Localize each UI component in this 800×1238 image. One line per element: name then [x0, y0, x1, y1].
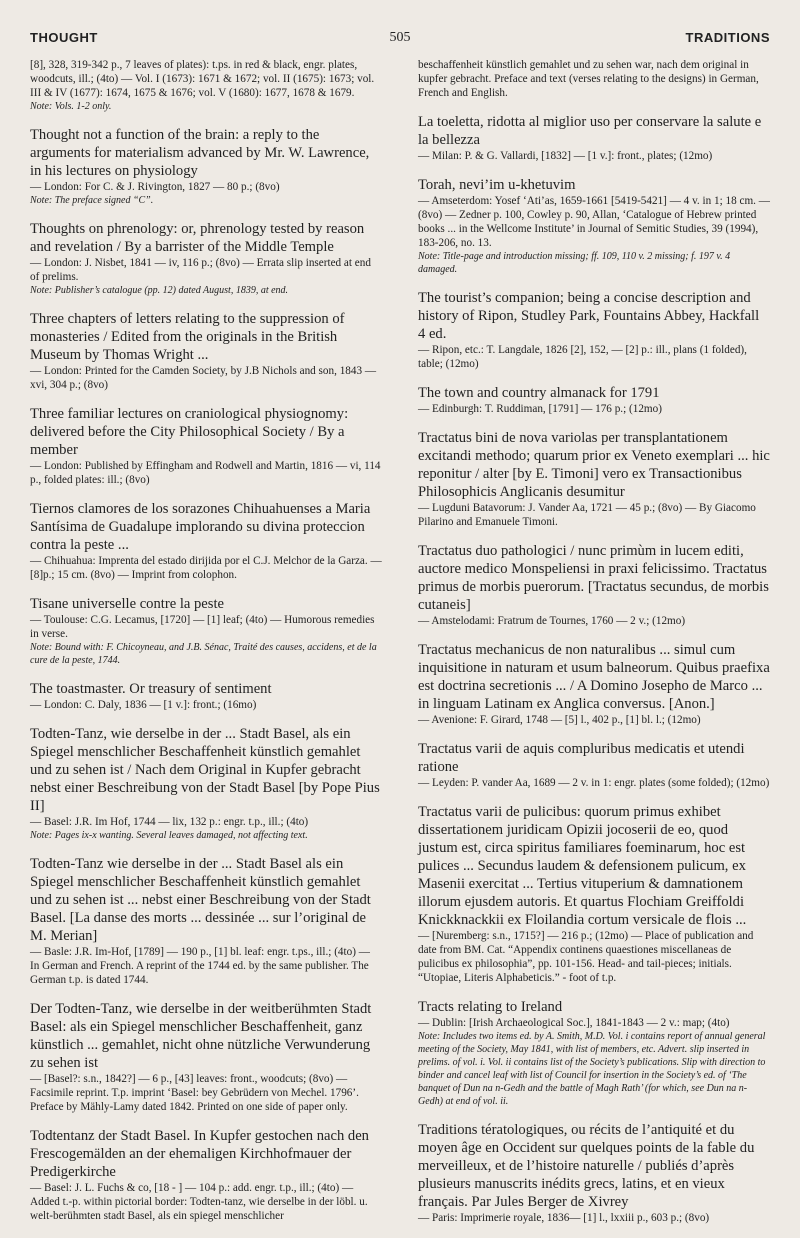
continuation-text: [8], 328, 319-342 p., 7 leaves of plates): t.ps. in red & black, engr. plates, woodcuts, ill.; (4to) — Vol. I (1673): 1671 & 1672; vol. II (1675): 1673; vol. III & IV (1677): 1674, 1675 & 1676; vol. V (1680): 1677, 1678 & 1679.	[30, 59, 375, 99]
left-column	[30, 58, 382, 1236]
entry-imprint: — Basel: J.R. Im Hof, 1744 — lix, 132 p.: engr. t.p., ill.; (4to)	[30, 816, 309, 828]
entry-title: Tracts relating to Ireland	[418, 999, 563, 1015]
entry-title: Thoughts on phrenology: or, phrenology tested by reason and revelation / By a barrister of the Middle Temple	[30, 221, 365, 255]
entry-title: Tractatus varii de aquis compluribus medicatis et utendi ratione	[418, 741, 745, 775]
catalogue-entry	[30, 310, 382, 392]
entry-imprint: — Milan: P. & G. Vallardi, [1832] — [1 v.]: front., plates; (12mo)	[418, 150, 713, 162]
entry-title: Todten-Tanz, wie derselbe in der ... Stadt Basel, als ein Spiegel menschlicher Beschaffenheit künstlich gemahlet und zu sehen ist / Nach dem Original in Kupfer gebracht nebst einer Beschreibung von der Stadt Basel [by Pope Pius II]	[30, 726, 380, 814]
catalogue-entry	[418, 384, 770, 416]
entry-note: Note: Publisher’s catalogue (pp. 12) dated August, 1839, at end.	[30, 285, 289, 296]
entry-title: Tractatus bini de nova variolas per transplantationem excitandi methodo; quarum prior ex Veneto exemplari ... hic reponitur / alter [by E. Timoni] vero ex Transactionibus Philosophicis Anglicanis desumitur	[418, 430, 770, 500]
catalogue-entry	[418, 176, 770, 276]
entry-title: The town and country almanack for 1791	[418, 385, 660, 401]
entry-imprint: — London: J. Nisbet, 1841 — iv, 116 p.; (8vo) — Errata slip inserted at end of prelims.	[30, 257, 371, 283]
catalogue-entry	[30, 855, 382, 987]
header-right-word: TRADITIONS	[685, 30, 770, 45]
entry-imprint: — Dublin: [Irish Archaeological Soc.], 1841-1843 — 2 v.: map; (4to)	[418, 1017, 730, 1029]
catalogue-entry	[30, 405, 382, 487]
catalogue-entry	[418, 740, 770, 790]
right-column	[418, 58, 770, 1238]
entry-note: Note: Includes two items ed. by A. Smith, M.D. Vol. i contains report of annual general meeting of the Society, May 1841, with list of members, etc. Advert. slip inserted in prelims. of vol. i. Vol. ii contains list of the Society’s publications. Slip with direction to binder and cancel leaf with list of Council for insertion in the Society’s ed. of ‘The banquet of Dun na n-Gedh and the battle of Magh Rath’ (for which, see Dun na n-Gedh) at end of vol. ii.	[418, 1031, 766, 1107]
entry-title: Todten-Tanz wie derselbe in der ... Stadt Basel als ein Spiegel menschlicher Beschaffenheit künstlich gemahlet und zu sehen ist ... nebst einer Beschreibung von der Stadt Basel. [La danse des morts ... dessinée ... sur l’original de M. Merian]	[30, 856, 371, 944]
entry-imprint: — Toulouse: C.G. Lecamus, [1720] — [1] leaf; (4to) — Humorous remedies in verse.	[30, 614, 375, 640]
entry-title: Tisane universelle contre la peste	[30, 596, 224, 612]
entry-imprint: — Basel: J. L. Fuchs & co, [18 - ] — 104 p.: add. engr. t.p., ill.; (4to) — Added t.-p. within pictorial border: Todten-tanz, wie derselbe in der löbl. u. welt-berühmten stadt Basel, als ein spiegel menschlicher	[30, 1182, 368, 1222]
catalogue-entry	[30, 500, 382, 582]
entry-title: The tourist’s companion; being a concise description and history of Ripon, Studley Park, Fountains Abbey, Hackfall 4 ed.	[418, 290, 760, 342]
entry-imprint: — Lugduni Batavorum: J. Vander Aa, 1721 — 45 p.; (8vo) — By Giacomo Pilarino and Emanuele Timoni.	[418, 502, 756, 528]
catalogue-entry	[418, 1121, 770, 1225]
page-number: 505	[389, 30, 411, 45]
entry-title: Traditions tératologiques, ou récits de l’antiquité et du moyen âge en Occident sur quelques points de la fable du merveilleux, et de l’histoire naturelle / publiés d’après plusieurs manuscrits inédits grecs, latins, et en vieux français. Par Jules Berger de Xivrey	[418, 1122, 755, 1210]
catalogue-entry	[418, 113, 770, 163]
entry-title: Der Todten-Tanz, wie derselbe in der weitberühmten Stadt Basel: als ein Spiegel menschlicher Beschaffenheit, ganz künstlich ... gemahlet, nicht ohne nützliche Verwunderung zu sehen ist	[30, 1001, 372, 1071]
entry-imprint: — Edinburgh: T. Ruddiman, [1791] — 176 p.; (12mo)	[418, 403, 662, 415]
catalogue-entry	[30, 595, 382, 667]
entry-imprint: — Ripon, etc.: T. Langdale, 1826 [2], 152, — [2] p.: ill., plans (1 folded), table; (12mo)	[418, 344, 747, 370]
entry-title: Three chapters of letters relating to the suppression of monasteries / Edited from the originals in the British Museum by Thomas Wright ...	[30, 311, 345, 363]
continuation-text: beschaffenheit künstlich gemahlet und zu sehen war, nach dem original in kupfer gebracht. Preface and text (verses relating to the designs) in German, French and English.	[418, 59, 759, 99]
entry-imprint: — Amstelodami: Fratrum de Tournes, 1760 — 2 v.; (12mo)	[418, 615, 686, 627]
entry-title: La toeletta, ridotta al miglior uso per conservare la salute e la bellezza	[418, 114, 762, 148]
entry-imprint: — London: C. Daly, 1836 — [1 v.]: front.; (16mo)	[30, 699, 257, 711]
catalogue-entry	[30, 126, 382, 207]
entry-title: The toastmaster. Or treasury of sentiment	[30, 681, 272, 697]
entry-imprint: — Paris: Imprimerie royale, 1836— [1] l., lxxiii p., 603 p.; (8vo)	[418, 1212, 710, 1224]
entry-title: Tiernos clamores de los sorazones Chihuahuenses a Maria Santísima de Guadalupe implorando su divina proteccion contra la peste ...	[30, 501, 371, 553]
catalogue-entry	[418, 542, 770, 628]
entry-imprint: — London: Published by Effingham and Rodwell and Martin, 1816 — vi, 114 p., folded plates: ill.; (8vo)	[30, 460, 381, 486]
entry-imprint: — Leyden: P. vander Aa, 1689 — 2 v. in 1: engr. plates (some folded); (12mo)	[418, 777, 770, 789]
catalogue-entry	[418, 998, 770, 1108]
entry-note: Note: Bound with: F. Chicoyneau, and J.B. Sénac, Traité des causes, accidens, et de la cure de la peste, 1744.	[30, 642, 377, 666]
catalogue-entry	[30, 1000, 382, 1114]
entry-title: Three familiar lectures on craniological physiognomy: delivered before the City Philosophical Society / By a member	[30, 406, 349, 458]
catalogue-entry	[418, 289, 770, 371]
catalogue-entry	[418, 429, 770, 529]
catalogue-entry	[30, 725, 382, 842]
entry-title: Tractatus mechanicus de non naturalibus ... simul cum inquisitione in naturam et usum balneorum. Quibus praefixa est doctrina secretionis ... / A Domino Josepho de Marco ... in linguam Latinam ex Anglica conversus. [Anon.]	[418, 642, 770, 712]
catalogue-entry	[30, 1127, 382, 1223]
entry-title: Todtentanz der Stadt Basel. In Kupfer gestochen nach den Frescogemälden an der ehemaligen Kirchhofmauer der Predigerkirche	[30, 1128, 369, 1180]
entry-imprint: — [Nuremberg: s.n., 1715?] — 216 p.; (12mo) — Place of publication and date from BM. Cat. “Appendix continens quaestiones miscellaneas de pulicibus ex philosophia”, pp. 101-156. Head- and tail-pieces; initials. “Utopiae, Literis Alphabeticis.” - foot of t.p.	[418, 930, 754, 984]
catalogue-entry	[418, 641, 770, 727]
entry-imprint: — Avenione: F. Girard, 1748 — [5] l., 402 p., [1] bl. l.; (12mo)	[418, 714, 701, 726]
entry-title: Tractatus varii de pulicibus: quorum primus exhibet dissertationem juridicam Opizii jocoserii de eo, quod justum est, circa spiritus familiares foeminarum, hoc est pulices ... Secundus laudem & defensionem pulicum, ex Masenii exercitat ... Tertius vituperium & damnationem illorum ejusdem autoris. Et quartus Flochiam Greiffoldi Knickknackkii ex Floilandia cortum versicale de flois ...	[418, 804, 747, 928]
header-left-word: THOUGHT	[30, 30, 98, 45]
entry-title: Tractatus duo pathologici / nunc primùm in lucem editi, auctore medico Monspeliensi in praxi felicissimo. Tractatus primus de morbis puerorum. [Tractatus secundus, de morbis cutaneis]	[418, 543, 769, 613]
catalogue-entry	[30, 220, 382, 297]
catalogue-entry	[30, 680, 382, 712]
entry-imprint: — London: Printed for the Camden Society, by J.B Nichols and son, 1843 — xvi, 304 p.; (8vo)	[30, 365, 377, 391]
entry-note: Note: The preface signed “C”.	[30, 195, 154, 206]
catalogue-entry	[418, 803, 770, 985]
entry-note: Note: Pages ix-x wanting. Several leaves damaged, not affecting text.	[30, 830, 308, 841]
entry-imprint: — [Basel?: s.n., 1842?] — 6 p., [43] leaves: front., woodcuts; (8vo) — Facsimile reprint. T.p. imprint ‘Basel: bey Gebrüdern von Mechel. 1796’. Preface by Mähly-Lamy dated 1842. Printed on one side of paper only.	[30, 1073, 359, 1113]
entry-imprint: — Chihuahua: Imprenta del estado dirijida por el C.J. Melchor de la Garza. — [8]p.; 15 cm. (8vo) — Imprint from colophon.	[30, 555, 382, 581]
entry-note: Note: Title-page and introduction missing; ff. 109, 110 v. 2 missing; f. 197 v. 4 damaged.	[418, 251, 731, 275]
entry-imprint: — Basle: J.R. Im-Hof, [1789] — 190 p., [1] bl. leaf: engr. t.ps., ill.; (4to) — In German and French. A reprint of the 1744 ed. by the same publisher. The German t.p. is dated 1744.	[30, 946, 370, 986]
entry-imprint: — London: For C. & J. Rivington, 1827 — 80 p.; (8vo)	[30, 181, 280, 193]
entry-imprint: — Amseterdom: Yosef ‘Ati’as, 1659-1661 [5419-5421] — 4 v. in 1; 18 cm. — (8vo) — Zedner p. 100, Cowley p. 90, Allan, ‘Catalogue of Hebrew printed books ... in the Wellcome Institute’ in Journal of Semitic Studies, 39 (1994), 183-206, no. 13.	[418, 195, 770, 249]
entry-title: Torah, nevi’im u-khetuvim	[418, 177, 576, 193]
entry-title: Thought not a function of the brain: a reply to the arguments for materialism advanced by Mr. W. Lawrence, in his lectures on physiology	[30, 127, 370, 179]
running-header	[30, 30, 770, 52]
continuation-note: Note: Vols. 1-2 only.	[30, 101, 112, 112]
